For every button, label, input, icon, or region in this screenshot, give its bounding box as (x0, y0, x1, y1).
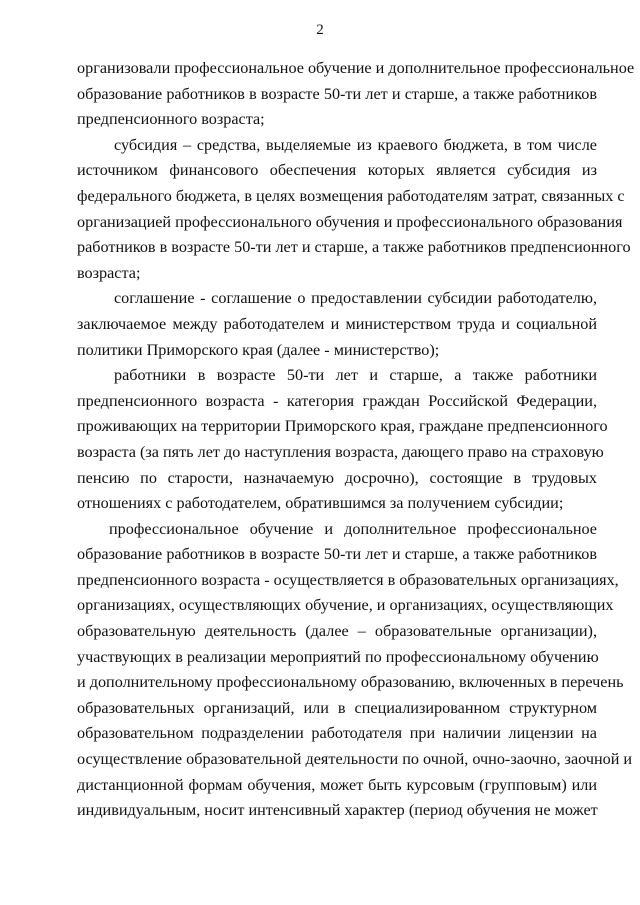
text-line: федерального бюджета, в целях возмещения работодателям затрат, связанных с (77, 186, 625, 205)
text-line: организовали профессиональное обучение и дополнительное профессиональное (77, 59, 635, 77)
text-line: и дополнительному профессиональному образованию, включенных в перечень (77, 673, 624, 692)
text-line: предпенсионного возраста - категория граждан Российской Федерации, (77, 391, 597, 410)
text-line: образование работников в возрасте 50-ти лет и старше, а также работников (77, 84, 597, 103)
text-line: проживающих на территории Приморского края, граждане предпенсионного (77, 417, 608, 436)
text-line: субсидия – средства, выделяемые из краевого бюджета, в том числе (114, 135, 597, 154)
document-body (77, 56, 635, 824)
text-line: политики Приморского края (далее - министерство); (77, 340, 440, 359)
text-line: индивидуальным, носит интенсивный характер (период обучения не может (77, 801, 598, 820)
text-line: предпенсионного возраста; (77, 110, 265, 129)
text-line: участвующих в реализации мероприятий по профессиональному обучению (77, 647, 599, 666)
paragraph-training-definition (77, 517, 633, 824)
paragraph-workers-definition (77, 363, 608, 517)
text-line: образовательных организаций, или в специализированном структурном (77, 698, 597, 717)
paragraph-organized-training (77, 56, 635, 133)
text-line: образовательном подразделении работодателя при наличии лицензии на (77, 724, 597, 743)
text-line: предпенсионного возраста - осуществляется в образовательных организациях, (77, 570, 619, 589)
page-number: 2 (316, 22, 324, 38)
text-line: соглашение - соглашение о предоставлении субсидии работодателю, (114, 289, 597, 308)
text-line: организацией профессионального обучения и профессионального образования (77, 212, 623, 231)
text-line: работников в возрасте 50-ти лет и старше, а также работников предпенсионного (77, 238, 631, 257)
text-line: заключаемое между работодателем и министерством труда и социальной (77, 314, 597, 333)
text-line: возраста (за пять лет до наступления возраста, дающего право на страховую (77, 442, 604, 461)
text-line: возраста; (77, 263, 141, 282)
text-line: осуществление образовательной деятельности по очной, очно-заочно, заочной и (77, 750, 633, 769)
paragraph-agreement-definition (77, 286, 597, 363)
text-line: организациях, осуществляющих обучение, и организациях, осуществляющих (77, 596, 614, 615)
text-line: профессиональное обучение и дополнительное профессиональное (109, 519, 597, 538)
text-line: отношениях с работодателем, обратившимся за получением субсидии; (77, 494, 564, 513)
text-line: пенсию по старости, назначаемую досрочно), состоящие в трудовых (77, 468, 597, 487)
text-line: образовательную деятельность (далее – образовательные организации), (77, 622, 597, 641)
paragraph-subsidy-definition (77, 133, 631, 287)
text-line: дистанционной формам обучения, может быть курсовым (групповым) или (77, 775, 597, 794)
text-line: работники в возрасте 50-ти лет и старше, а также работники (114, 366, 597, 385)
text-line: образование работников в возрасте 50-ти лет и старше, а также работников (77, 545, 597, 564)
text-line: источником финансового обеспечения которых является субсидия из (77, 161, 597, 180)
